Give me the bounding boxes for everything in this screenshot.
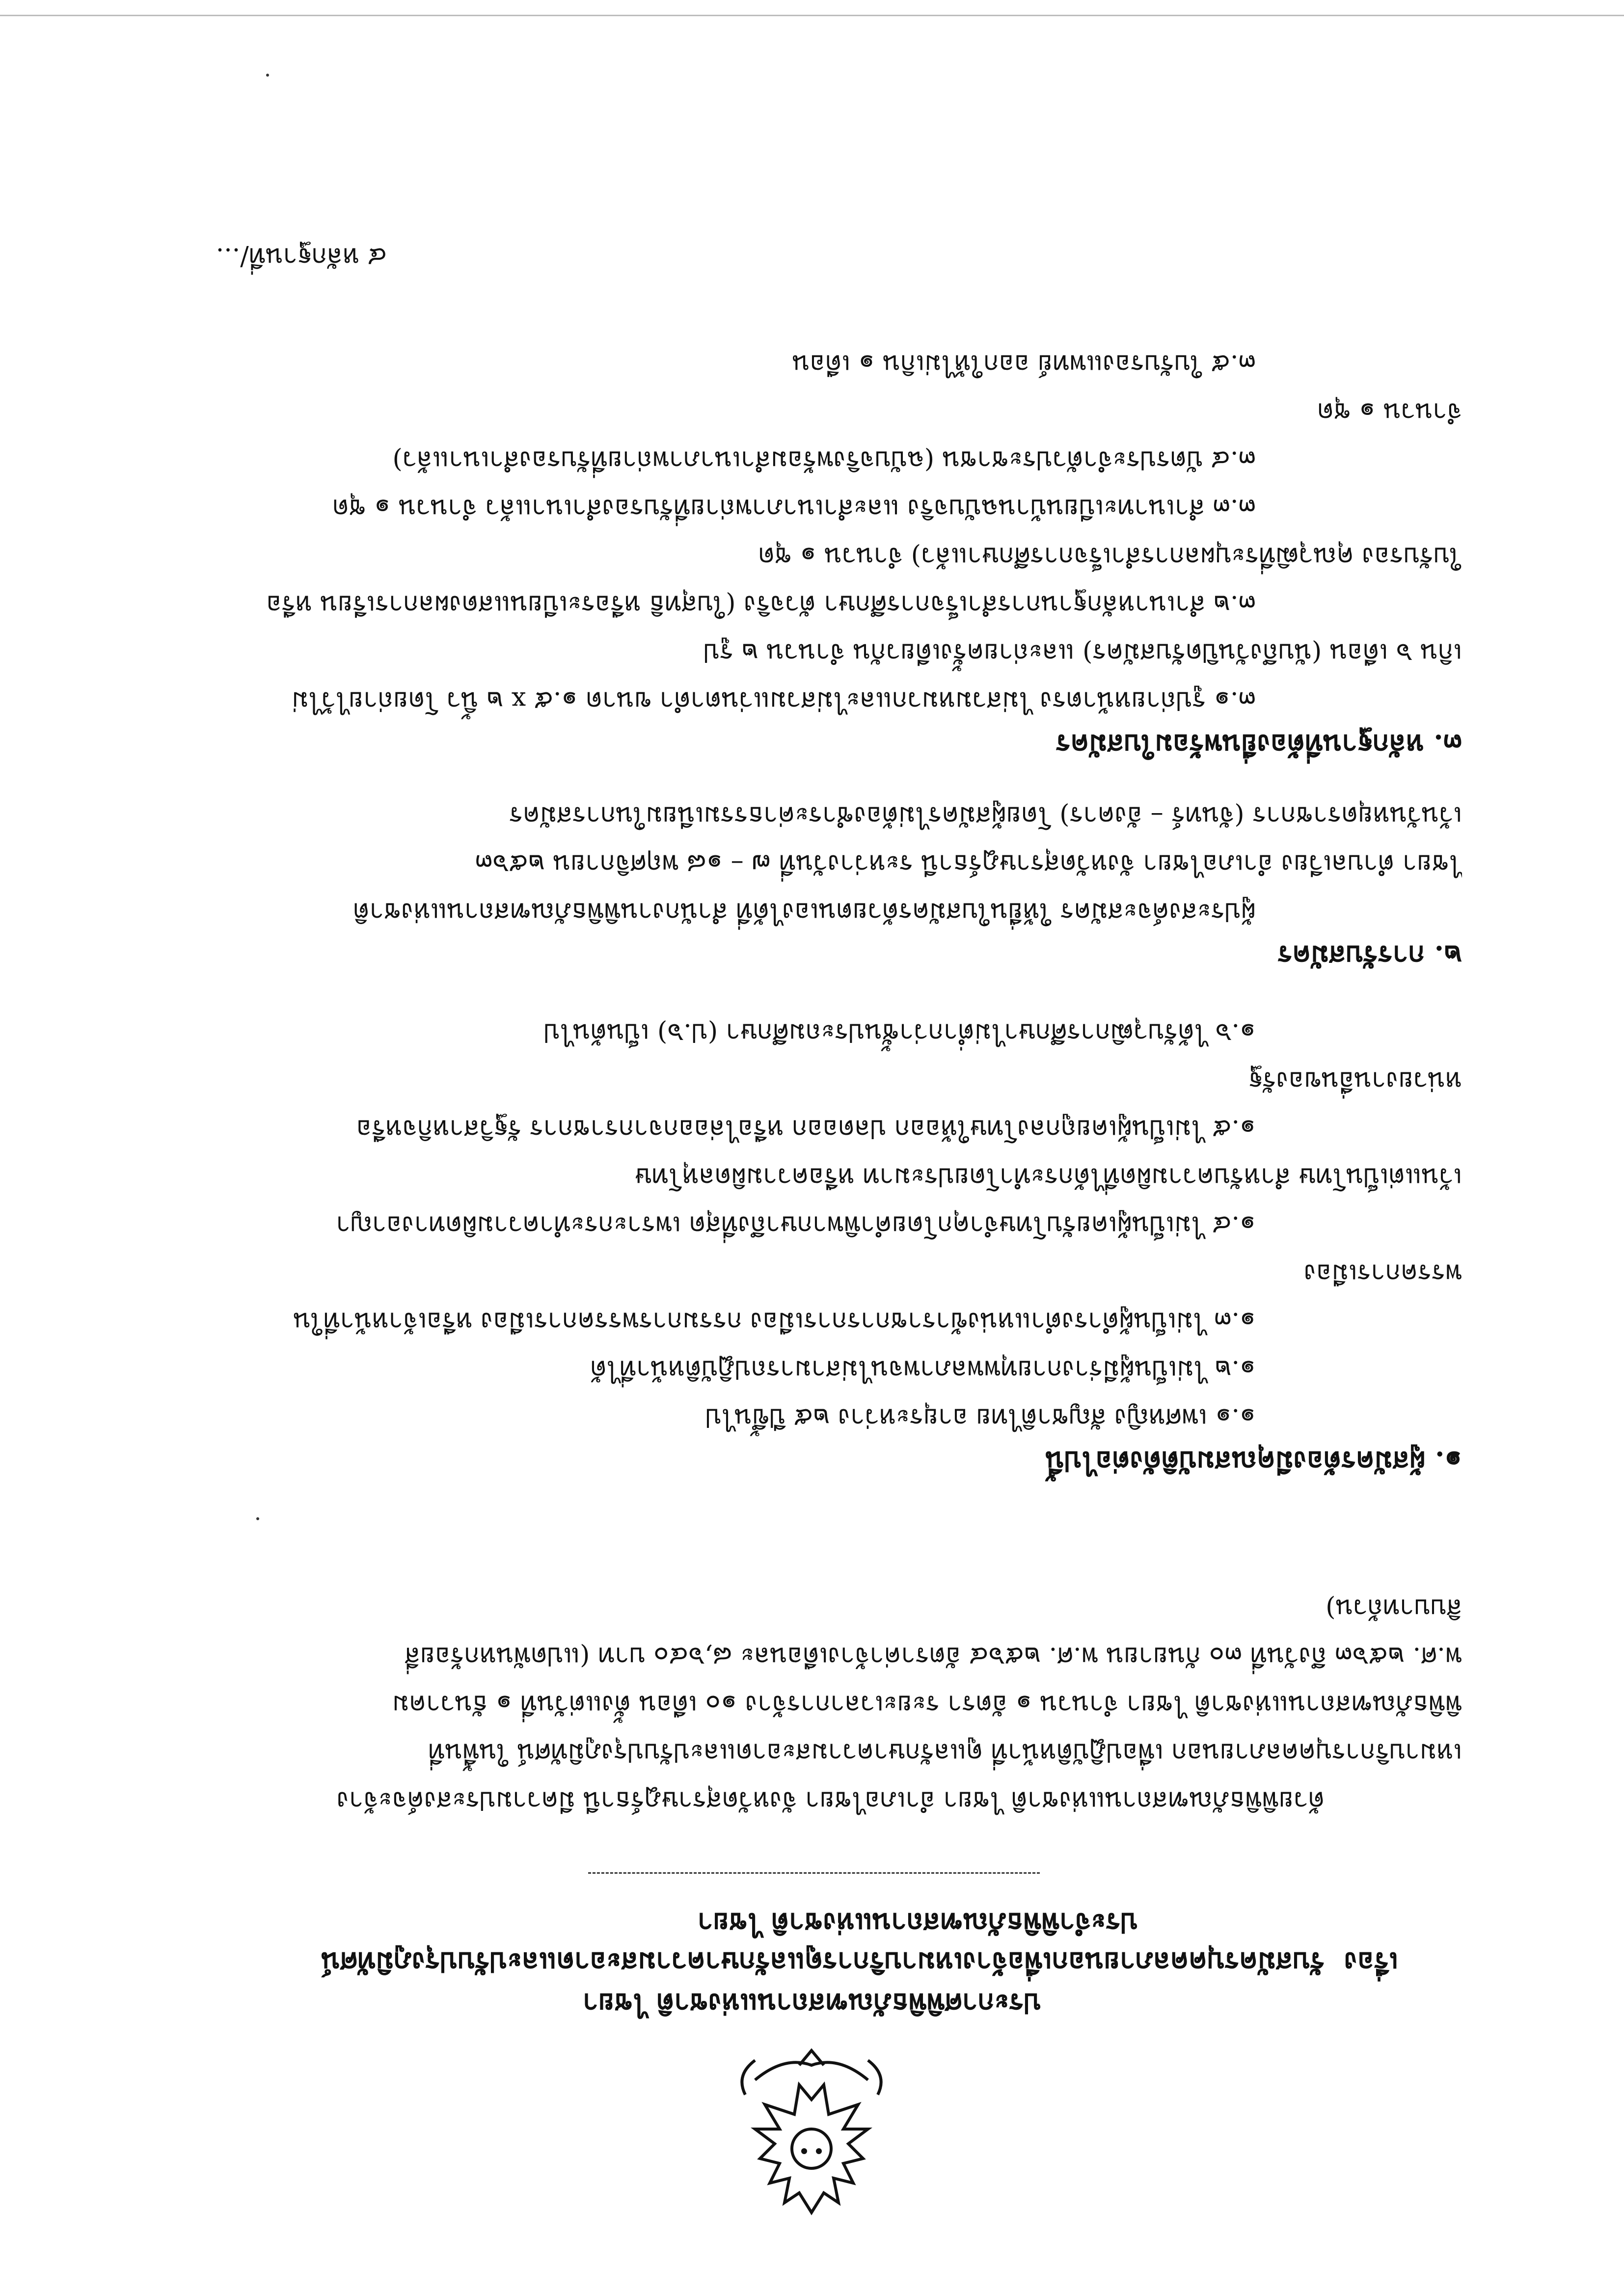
- section-3-heading: ๓. หลักฐานที่ต้องยื่นพร้อมใบสมัคร: [1056, 728, 1462, 761]
- section-line: ใบรับรอง คุณวุฒิที่ระบุผลการสำเร็จการศึกษาแล้ว) จำนวน ๑ ชุด: [758, 542, 1462, 571]
- section-2-heading: ๒. การรับสมัคร: [1277, 939, 1462, 972]
- section-line: ๑.๔ ไม่เป็นผู้เคยรับโทษจำคุกโดยคำพิพากษาถึงที่สุด เพราะกระทำความผิดทางอาญา: [336, 1210, 1256, 1240]
- title-separator: [588, 1872, 1040, 1874]
- subject-line-2: ประจำพิพิธภัณฑสถานแห่งชาติ ไชยา: [697, 1907, 1138, 1939]
- section-1-body: [166, 1009, 1462, 1442]
- section-line: หน่วยงานอื่นของรัฐ: [1248, 1066, 1462, 1095]
- continued-marker: ๔ หลักฐานที่/...: [216, 242, 387, 272]
- intro-line: พ.ศ. ๒๕๖๓ ถึงวันที่ ๓๐ กันยายน พ.ศ. ๒๕๖๔ อัตราค่าจ้างเดือนละ ๘,๖๔๐ บาท (แปดพันหกร้อยสี่: [404, 1641, 1462, 1671]
- section-line: ๓.๕ ใบรับรองแพทย์ ออกให้ไม่เกิน ๑ เดือน: [792, 349, 1256, 379]
- section-line: ไชยา ตำบลเวียง อำเภอไชยา จังหวัดสุราษฎร์ธานี ระหว่างวันที่ ๗ – ๑๘ พฤศจิกายน ๒๕๖๓: [475, 849, 1462, 878]
- section-line: เว้นวันหยุดราชการ (จันทร์ – อังคาร) โดยผู้สมัครไม่ต้องชำระค่าธรรมเนียมในการสมัคร: [509, 801, 1462, 830]
- page-edge-line: [0, 15, 1624, 16]
- intro-paragraph: [166, 1584, 1462, 1825]
- section-line: ผู้ประสงค์จะสมัคร ให้ยื่นใบสมัครด้วยตนเองได้ที่ สำนักงานพิพิธภัณฑสถานแห่งชาติ: [352, 897, 1256, 927]
- section-2-body: [166, 792, 1462, 936]
- intro-line: ด้วยพิพิธภัณฑสถานแห่งชาติ ไชยา อำเภอไชยา จังหวัดสุราษฎร์ธานี มีความประสงค์จะจ้าง: [336, 1786, 1325, 1815]
- subject-text-1: รับสมัครบุคคลภายนอกเพื่อจ้างเหมาบริการดูแลรักษาความสะอาดและปรับปรุงภูมิทัศน์: [321, 1946, 1325, 1978]
- subject-block: [171, 1903, 1398, 1982]
- section-line: เว้นแต่เป็นโทษ สำหรับความผิดที่ได้กระทำโดยประมาท หรือความผิดลหุโทษ: [634, 1162, 1462, 1192]
- intro-line: สิบบาทถ้วน): [1326, 1593, 1462, 1623]
- scan-speck: [256, 1517, 259, 1520]
- section-line: พรรคการเมือง: [1303, 1258, 1462, 1288]
- page-title: ประกาศพิพิธภัณฑสถานแห่งชาติ ไชยา: [583, 1987, 1041, 2020]
- section-line: ๑.๖ ได้รับวุฒิการศึกษาไม่ต่ำกว่าชั้นประถมศึกษา (ป.๖) เป็นต้นไป: [543, 1018, 1256, 1047]
- section-line: เกิน ๖ เดือน (นับถึงวันปิดรับสมัคร) และถ่ายครั้งเดียวกัน จำนวน ๒ รูป: [703, 638, 1462, 667]
- section-3-body: [166, 340, 1462, 725]
- garuda-emblem-icon: [726, 2046, 897, 2222]
- section-line: จำนวน ๑ ชุด: [1317, 397, 1462, 427]
- subject-line-1: [171, 1942, 1398, 1982]
- scan-speck: [266, 74, 269, 77]
- section-1-heading: ๑. ผู้สมัครต้องมีคุณสมบัติดังต่อไปนี้: [1045, 1445, 1462, 1477]
- section-line: ๑.๓ ไม่เป็นผู้ดำรงตำแหน่งข้าราชการการเมือง กรรมการพรรคการเมือง หรือเจ้าหน้าที่ใน: [293, 1307, 1256, 1336]
- section-line: ๓.๑ รูปถ่ายหน้าตรง ไม่สวมหมวกและไม่สวมแว่นตาดำ ขนาด ๑.๕ x ๒ นิ้ว โดยถ่ายไว้ไม่: [292, 686, 1256, 715]
- section-line: ๑.๑ เพศหญิง สัญชาติไทย อายุระหว่าง ๒๕ ปีขึ้นไป: [705, 1403, 1256, 1432]
- intro-line: พิพิธภัณฑสถานแห่งชาติ ไชยา จำนวน ๑ อัตรา ระยะเวลาการจ้าง ๑๐ เดือน ตั้งแต่วันที่ ๑ ธันวาคม: [392, 1690, 1462, 1719]
- section-line: ๓.๔ บัตรประจำตัวประชาชน (ฉบับจริงพร้อมสำเนาภาพถ่ายที่รับรองสำเนาแล้ว): [392, 445, 1256, 475]
- section-line: ๑.๒ ไม่เป็นผู้มีร่างกายทุพพลภาพจนไม่สามารถปฏิบัติหน้าที่ได้: [590, 1355, 1256, 1384]
- section-line: ๑.๕ ไม่เป็นผู้เคยถูกลงโทษให้ออก ปลดออก หรือไล่ออกจากราชการ รัฐวิสาหกิจหรือ: [356, 1114, 1256, 1144]
- intro-line: เหมาบริการบุคคลภายนอก เพื่อปฏิบัติหน้าที่ ดูแลรักษาความสะอาดและปรับปรุงภูมิทัศน์ ในพื้นที่: [428, 1738, 1462, 1767]
- section-line: ๓.๓ สำเนาทะเบียนบ้านฉบับจริง และสำเนาภาพถ่ายที่รับรองสำเนาแล้ว จำนวน ๑ ชุด: [332, 493, 1256, 523]
- subject-label: เรื่อง: [1344, 1946, 1398, 1978]
- section-line: ๓.๒ สำเนาหลักฐานการสำเร็จการศึกษา ตัวจริง (ใบสุทธิ หรือระเบียนแสดงผลการเรียน หรือ: [266, 590, 1256, 619]
